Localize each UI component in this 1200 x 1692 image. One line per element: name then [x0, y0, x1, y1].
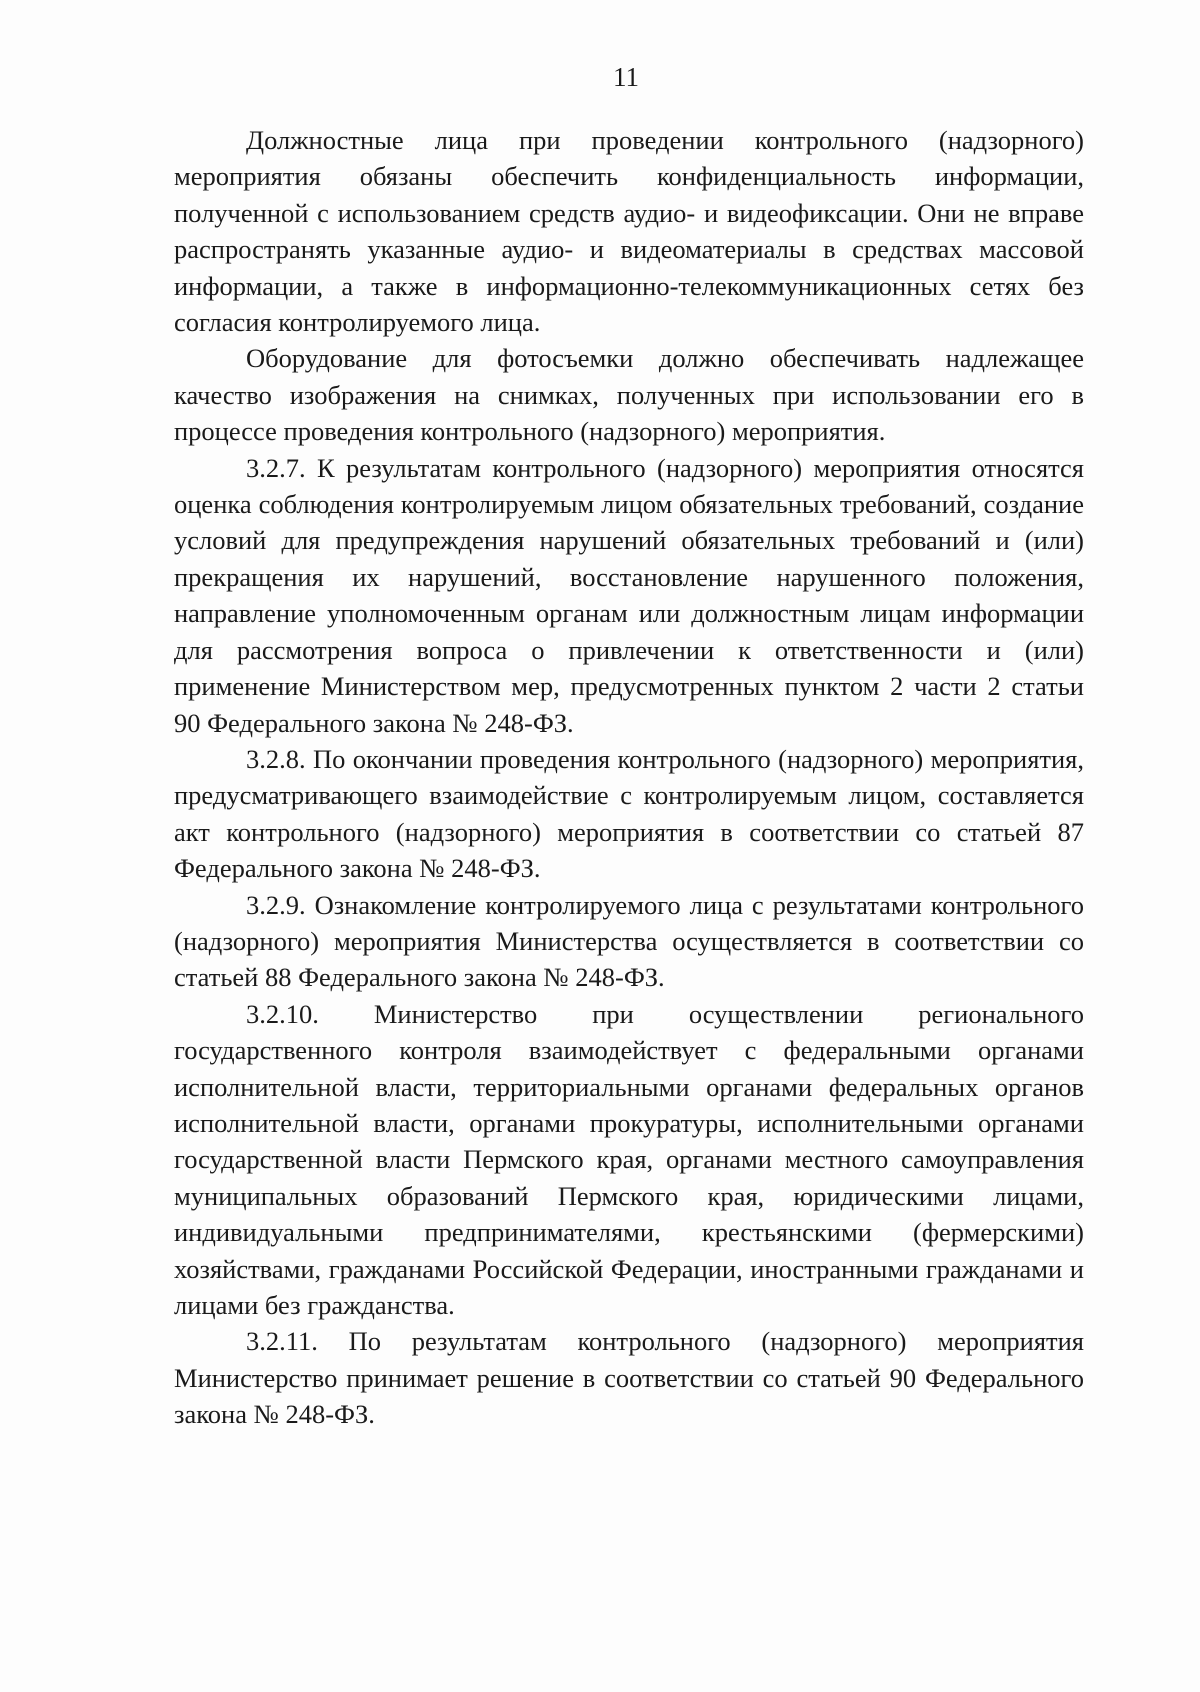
paragraph-3-2-9: 3.2.9. Ознакомление контролируемого лица с результатами контрольного (надзорного) мероприятия Министерства осуществляется в соответствии со статьей 88 Федерального закона № 248-ФЗ. [174, 889, 1084, 993]
paragraph-3-2-8: 3.2.8. По окончании проведения контрольного (надзорного) мероприятия, предусматривающего взаимодействие с контролируемым лицом, составляется акт контрольного (надзорного) мероприятия в соответствии со статьей 87 Федерального закона № 248-ФЗ. [174, 743, 1084, 884]
paragraph-confidentiality: Должностные лица при проведении контрольного (надзорного) мероприятия обязаны обеспечить конфиденциальность информации, полученной с использованием средств аудио- и видеофиксации. Они не вправе распространять указанные аудио- и видеоматериалы в средствах массовой информации, а также в информационно-телекоммуникационных сетях без согласия контролируемого лица. [174, 125, 1084, 338]
page-number: 11 [613, 62, 639, 92]
document-body [174, 122, 1084, 1433]
paragraph-photo-equipment: Оборудование для фотосъемки должно обеспечивать надлежащее качество изображения на снимках, полученных при использовании его в процессе проведения контрольного (надзорного) мероприятия. [174, 343, 1084, 447]
paragraph-3-2-11: 3.2.11. По результатам контрольного (надзорного) мероприятия Министерство принимает решение в соответствии со статьей 90 Федерального закона № 248-ФЗ. [174, 1326, 1084, 1430]
paragraph-3-2-10: 3.2.10. Министерство при осуществлении регионального государственного контроля взаимодействует с федеральными органами исполнительной власти, территориальными органами федеральных органов исполнительной власти, органами прокуратуры, исполнительными органами государственной власти Пермского края, органами местного самоуправления муниципальных образований Пермского края, юридическими лицами, индивидуальными предпринимателями, крестьянскими (фермерскими) хозяйствами, гражданами Российской Федерации, иностранными гражданами и лицами без гражданства. [174, 998, 1084, 1320]
paragraph-3-2-7: 3.2.7. К результатам контрольного (надзорного) мероприятия относятся оценка соблюдения контролируемым лицом обязательных требований, создание условий для предупреждения нарушений обязательных требований и (или) прекращения их нарушений, восстановление нарушенного положения, направление уполномоченным органам или должностным лицам информации для рассмотрения вопроса о привлечении к ответственности и (или) применение Министерством мер, предусмотренных пунктом 2 части 2 статьи 90 Федерального закона № 248-ФЗ. [174, 452, 1084, 738]
